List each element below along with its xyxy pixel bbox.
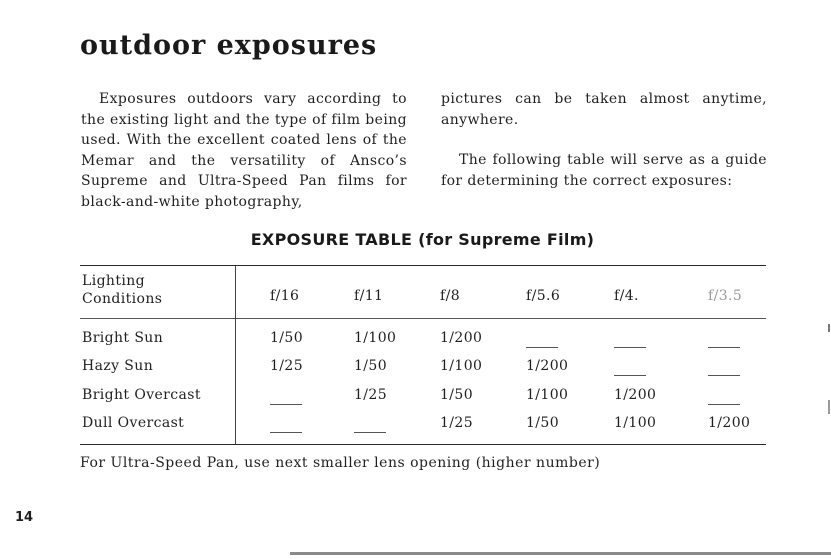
dash-line [614,347,646,348]
aperture-header: f/11 [354,288,384,304]
page-edge-shadow [290,552,831,555]
not-applicable-dash [614,339,646,355]
shutter-speed: 1/25 [440,415,474,431]
intro-column-left [81,89,407,213]
shutter-speed: 1/100 [614,415,657,431]
shutter-speed: 1/50 [526,415,560,431]
aperture-header: f/8 [440,288,461,304]
continuation-paragraph: pictures can be taken almost anytime, anywhere. [441,91,767,128]
shutter-speed: 1/50 [354,358,388,374]
aperture-header: f/5.6 [526,288,561,304]
shutter-speed: 1/100 [526,387,569,403]
aperture-header: f/16 [270,288,300,304]
table-header-rule [80,318,766,319]
dash-line [526,347,558,348]
footnote: For Ultra-Speed Pan, use next smaller lens opening (higher number) [80,455,601,471]
not-applicable-dash [708,339,740,355]
table-bottom-rule [80,444,766,445]
not-applicable-dash [354,424,386,440]
dash-line [708,347,740,348]
dash-line [354,432,386,433]
not-applicable-dash [270,424,302,440]
shutter-speed: 1/100 [354,330,397,346]
lighting-condition: Hazy Sun [82,358,154,374]
header-line-1: Lighting [82,273,146,289]
dash-line [614,375,646,376]
dash-line [270,404,302,405]
shutter-speed: 1/25 [270,358,304,374]
not-applicable-dash [708,367,740,383]
page-heading: outdoor exposures [80,30,378,61]
shutter-speed: 1/100 [440,358,483,374]
aperture-header: f/4. [614,288,639,304]
not-applicable-dash [270,396,302,412]
aperture-header: f/3.5 [708,288,743,304]
shutter-speed: 1/200 [440,330,483,346]
page-number: 14 [15,510,34,525]
lighting-condition: Bright Sun [82,330,164,346]
shutter-speed: 1/25 [354,387,388,403]
lighting-condition: Dull Overcast [82,415,185,431]
not-applicable-dash [708,396,740,412]
header-line-2: Conditions [82,291,163,307]
table-top-rule [80,265,766,266]
scan-mark [828,400,830,414]
lighting-conditions-header [82,272,162,308]
shutter-speed: 1/50 [440,387,474,403]
shutter-speed: 1/50 [270,330,304,346]
shutter-speed: 1/200 [708,415,751,431]
intro-column-right [441,89,767,191]
table-title: EXPOSURE TABLE (for Supreme Film) [250,230,595,249]
table-intro-paragraph: The following table will serve as a guide for determining the correct exposures: [441,152,767,189]
shutter-speed: 1/200 [526,358,569,374]
not-applicable-dash [526,339,558,355]
scan-mark [828,324,830,332]
lighting-condition: Bright Overcast [82,387,201,403]
shutter-speed: 1/200 [614,387,657,403]
dash-line [708,404,740,405]
dash-line [708,375,740,376]
table-column-divider [235,266,236,444]
not-applicable-dash [614,367,646,383]
intro-paragraph: Exposures outdoors vary according to the existing light and the type of film being used. With the excellent coated lens of the Memar and the versatility of Ansco’s Supreme and Ultra-Speed Pan films for black-and-white photography, [81,91,407,210]
dash-line [270,432,302,433]
